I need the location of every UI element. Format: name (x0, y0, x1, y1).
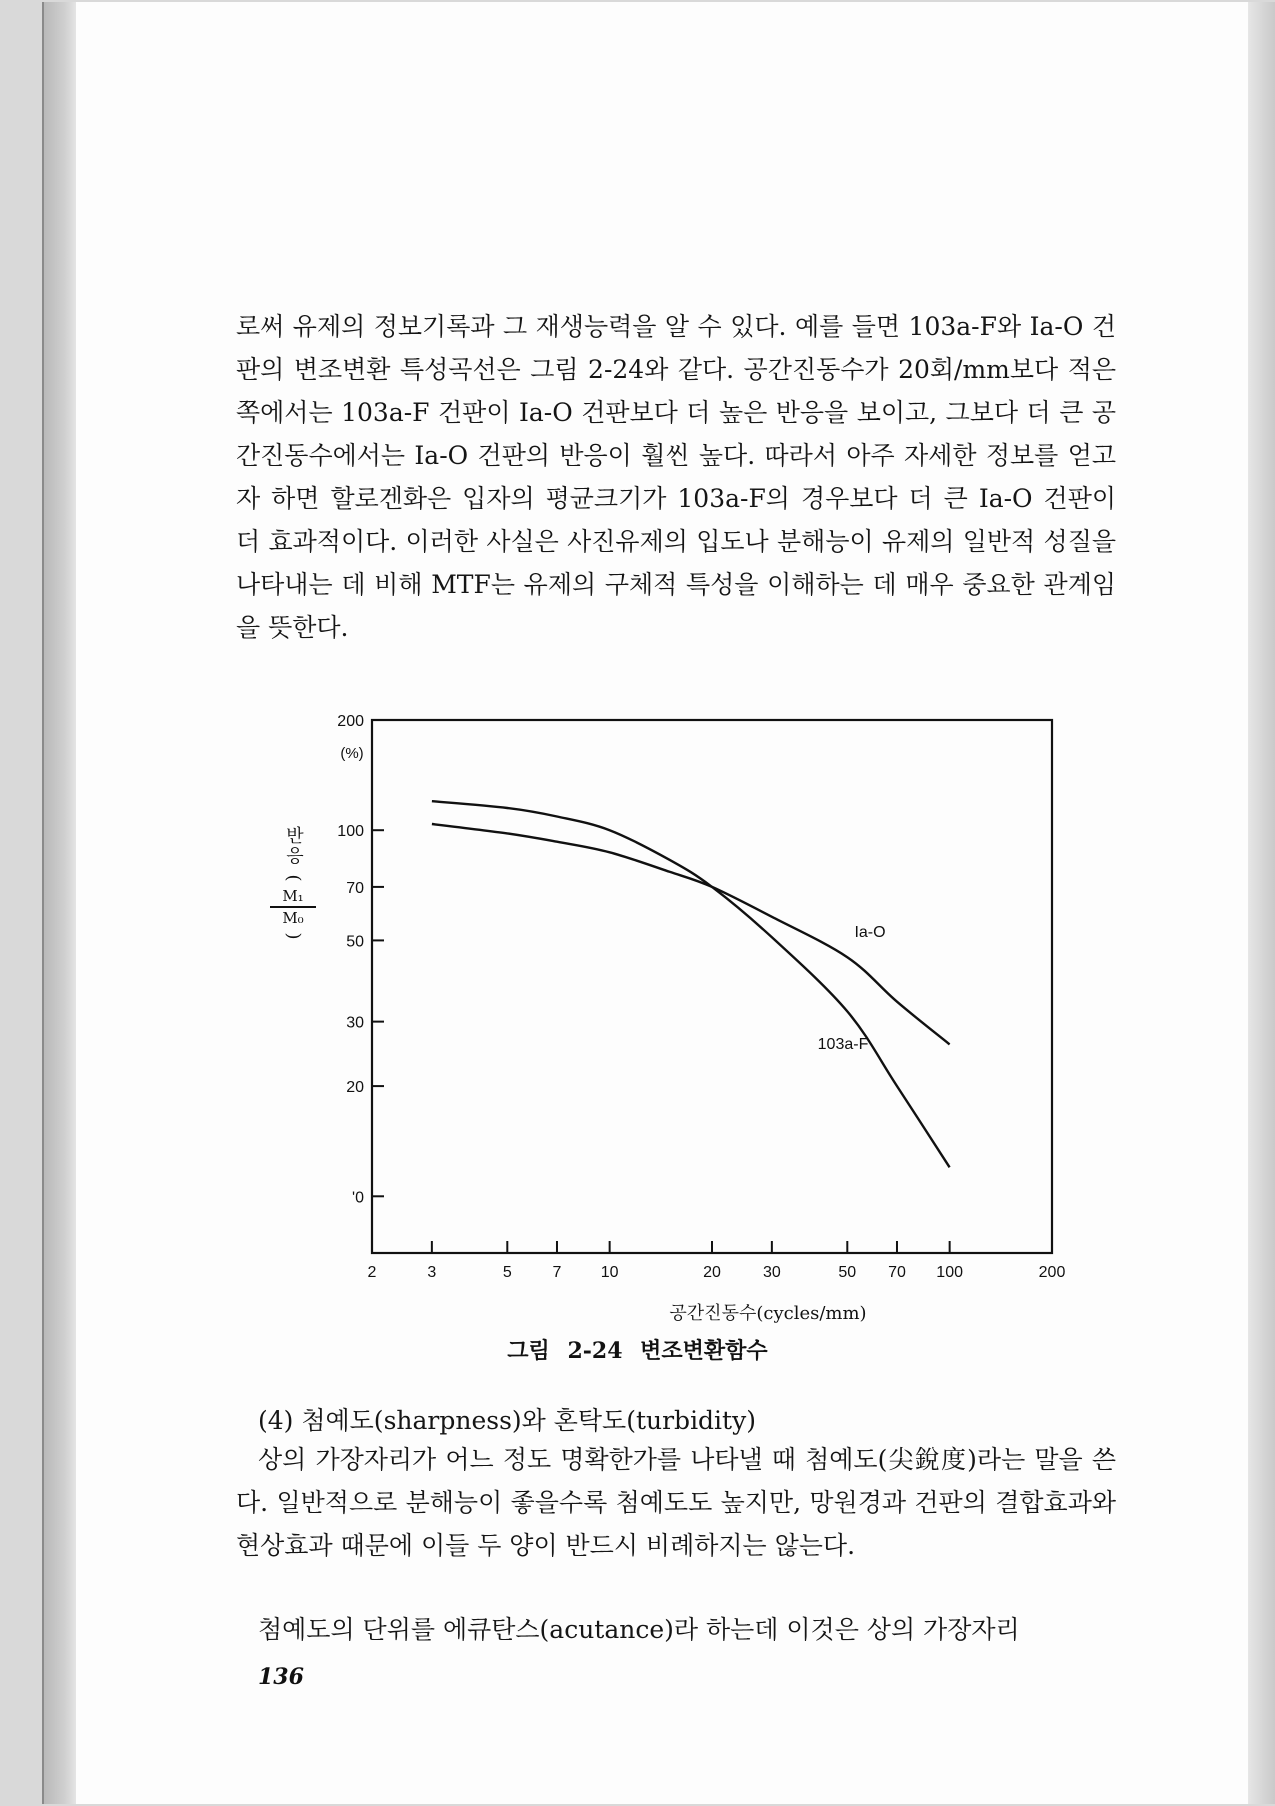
x-tick-label: 30 (762, 1264, 781, 1281)
x-tick-label: 100 (936, 1264, 964, 1281)
y-axis (337, 713, 384, 1206)
fraction-numerator: M₁ (270, 886, 316, 908)
y-tick-label: 200 (337, 713, 364, 730)
fraction-denominator: M₀ (282, 909, 304, 927)
paragraph-acutance: 첨예도의 단위를 에큐탄스(acutance)라 하는데 이것은 상의 가장자리 (258, 1615, 1020, 1644)
section-heading: (4) 첨예도(sharpness)와 혼탁도(turbidity) (258, 1406, 756, 1435)
y-unit-label: (%) (340, 745, 364, 762)
chart-frame (372, 720, 1052, 1253)
x-axis-label: 공간진동수(cycles/mm) (669, 1303, 867, 1324)
series-label-103a-f: 103a-F (817, 1036, 869, 1053)
x-tick-label: 70 (888, 1264, 906, 1281)
y-axis-label-text: 반응 (283, 826, 304, 866)
y-axis-label (270, 826, 316, 944)
x-tick-label: 2 (367, 1264, 377, 1281)
y-axis-label-close-paren: ) (283, 932, 304, 940)
chart-series (432, 801, 950, 1167)
x-tick-label: 7 (552, 1264, 562, 1281)
y-tick-label: 50 (346, 933, 364, 951)
x-tick-label: 50 (838, 1264, 857, 1281)
series-label-ia-o: Ia-O (854, 924, 886, 941)
paragraph-sharpness: 상의 가장자리가 어느 정도 명확한가를 나타낼 때 첨예도(尖銳度)라는 말을 쓴다. 일반적으로 분해능이 좋을수록 첨예도도 높지만, 망원경과 건판의 결합효과와 현상효과 때문에 이들 두 양이 반드시 비례하지는 않는다. (236, 1445, 1116, 1560)
x-tick-label: 10 (600, 1264, 619, 1281)
y-tick-label: 100 (337, 823, 364, 841)
y-tick-label: 30 (346, 1014, 364, 1032)
x-axis (368, 1241, 1066, 1281)
y-tick-label: 70 (346, 879, 364, 897)
x-tick-label: 3 (427, 1264, 437, 1281)
x-tick-label: 5 (502, 1264, 512, 1281)
y-tick-label: 20 (346, 1079, 364, 1097)
figure-caption: 그림 2-24 변조변환함수 (507, 1338, 768, 1364)
series-line-103a-f (432, 801, 950, 1167)
x-tick-label: 20 (703, 1264, 721, 1281)
y-axis-label-open-paren: ( (283, 874, 304, 882)
y-tick-label: '0 (352, 1189, 364, 1207)
page-number: 136 (258, 1664, 304, 1690)
plot-frame (372, 720, 1052, 1253)
paragraph-intro: 로써 유제의 정보기록과 그 재생능력을 알 수 있다. 예를 들면 103a-F와 Ia-O 건판의 변조변환 특성곡선은 그림 2-24와 같다. 공간진동수가 20회/mm보다 적은 쪽에서는 103a-F 건판이 Ia-O 건판보다 더 높은 반응을 보이고, 그보다 더 큰 공간진동수에서는 Ia-O 건판의 반응이 훨씬 높다. 따라서 아주 자세한 정보를 얻고자 하면 할로겐화은 입자의 평균크기가 103a-F의 경우보다 더 큰 Ia-O 건판이 더 효과적이다. 이러한 사실은 사진유제의 입도나 분해능이 유제의 일반적 성질을 나타내는 데 비해 MTF는 유제의 구체적 특성을 이해하는 데 매우 중요한 관계임을 뜻한다. (236, 312, 1116, 642)
x-tick-label: 200 (1038, 1264, 1066, 1281)
